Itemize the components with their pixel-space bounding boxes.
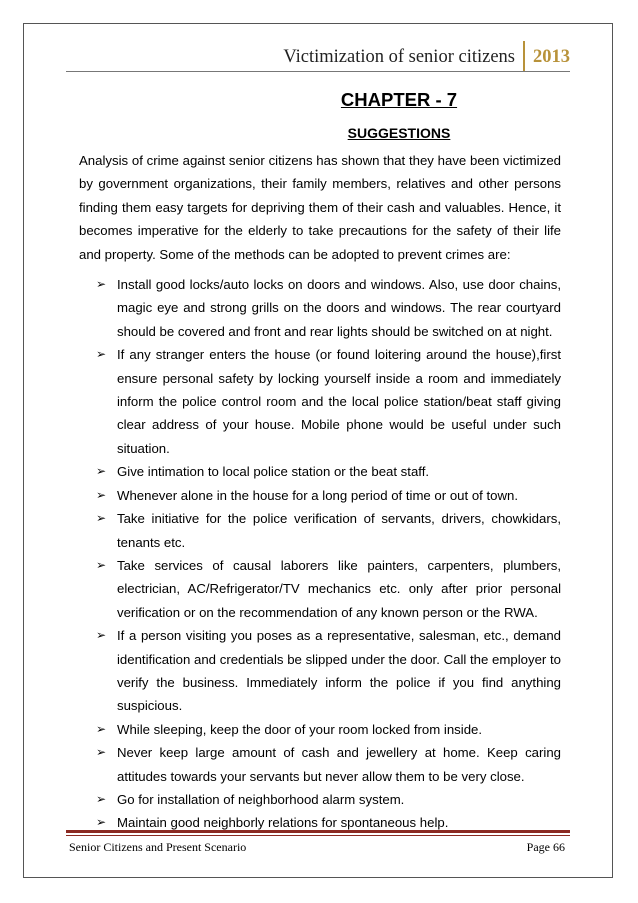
arrow-bullet-icon: ➢ bbox=[96, 745, 107, 760]
chapter-heading: CHAPTER - 7 bbox=[340, 89, 458, 110]
page-content bbox=[79, 88, 561, 835]
arrow-bullet-icon: ➢ bbox=[96, 557, 107, 572]
suggestion-text: While sleeping, keep the door of your room locked from inside. bbox=[117, 721, 483, 737]
footer-document-title: Senior Citizens and Present Scenario bbox=[69, 840, 247, 854]
header-year: 2013 bbox=[533, 47, 570, 67]
suggestion-item bbox=[79, 624, 561, 718]
suggestion-text: Never keep large amount of cash and jewellery at home. Keep caring attitudes towards your servants but never allow them to be very close. bbox=[117, 745, 561, 784]
section-subtitle: SUGGESTIONS bbox=[347, 125, 451, 141]
suggestion-item bbox=[79, 507, 561, 554]
suggestion-text: Take initiative for the police verification of servants, drivers, chowkidars, tenants etc. bbox=[117, 511, 561, 550]
footer-page-number: Page 66 bbox=[526, 840, 565, 854]
suggestion-text: Give intimation to local police station or the beat staff. bbox=[117, 464, 430, 480]
arrow-bullet-icon: ➢ bbox=[96, 511, 107, 526]
suggestion-item bbox=[79, 273, 561, 343]
suggestion-text: Install good locks/auto locks on doors and windows. Also, use door chains, magic eye and strong grills on the doors and windows. The rear courtyard should be covered and front and rear lights should be switched on at night. bbox=[117, 277, 561, 339]
arrow-bullet-icon: ➢ bbox=[96, 791, 107, 806]
arrow-bullet-icon: ➢ bbox=[96, 721, 107, 736]
suggestion-text: Whenever alone in the house for a long period of time or out of town. bbox=[117, 487, 518, 503]
arrow-bullet-icon: ➢ bbox=[96, 487, 107, 502]
suggestion-text: If a person visiting you poses as a representative, salesman, etc., demand identification and credentials be slipped under the door. Call the employer to verify the business. Immediately inform the police if you find anything suspicious. bbox=[117, 628, 561, 714]
page-footer bbox=[69, 840, 565, 856]
arrow-bullet-icon: ➢ bbox=[96, 464, 107, 479]
suggestion-item bbox=[79, 554, 561, 624]
suggestion-item bbox=[79, 741, 561, 788]
suggestion-item bbox=[79, 718, 561, 741]
intro-paragraph: Analysis of crime against senior citizens has shown that they have been victimized by government organizations, their family members, relatives and other persons finding them easy targets for depriving them of their cash and valuables. Hence, it becomes imperative for the elderly to take precautions for the safety of their life and property. Some of the methods can be adopted to prevent crimes are: bbox=[79, 153, 561, 262]
footer-rule-thin bbox=[66, 835, 570, 836]
suggestion-item bbox=[79, 484, 561, 507]
arrow-bullet-icon: ➢ bbox=[96, 277, 107, 292]
suggestions-list bbox=[79, 273, 561, 835]
suggestion-text: Maintain good neighborly relations for spontaneous help. bbox=[117, 815, 449, 831]
header-title: Victimization of senior citizens bbox=[283, 47, 515, 67]
suggestion-text: Take services of causal laborers like painters, carpenters, plumbers, electrician, AC/Refrigerator/TV mechanics etc. only after prior personal verification or on the recommendation of any known person or the RWA. bbox=[117, 557, 561, 620]
suggestion-item bbox=[79, 460, 561, 483]
suggestion-text: Go for installation of neighborhood alarm system. bbox=[117, 791, 405, 807]
suggestion-text: If any stranger enters the house (or found loitering around the house),first ensure personal safety by locking yourself inside a room and immediately inform the police control room and the local police station/beat staff giving clear address of your house. Mobile phone would be useful under such situation. bbox=[117, 347, 561, 456]
footer-rule-thick bbox=[66, 830, 570, 833]
header-rule bbox=[66, 71, 570, 72]
page-header bbox=[66, 37, 570, 71]
arrow-bullet-icon: ➢ bbox=[96, 628, 107, 643]
suggestion-item bbox=[79, 788, 561, 811]
arrow-bullet-icon: ➢ bbox=[96, 815, 107, 830]
arrow-bullet-icon: ➢ bbox=[96, 347, 107, 362]
suggestion-item bbox=[79, 343, 561, 460]
